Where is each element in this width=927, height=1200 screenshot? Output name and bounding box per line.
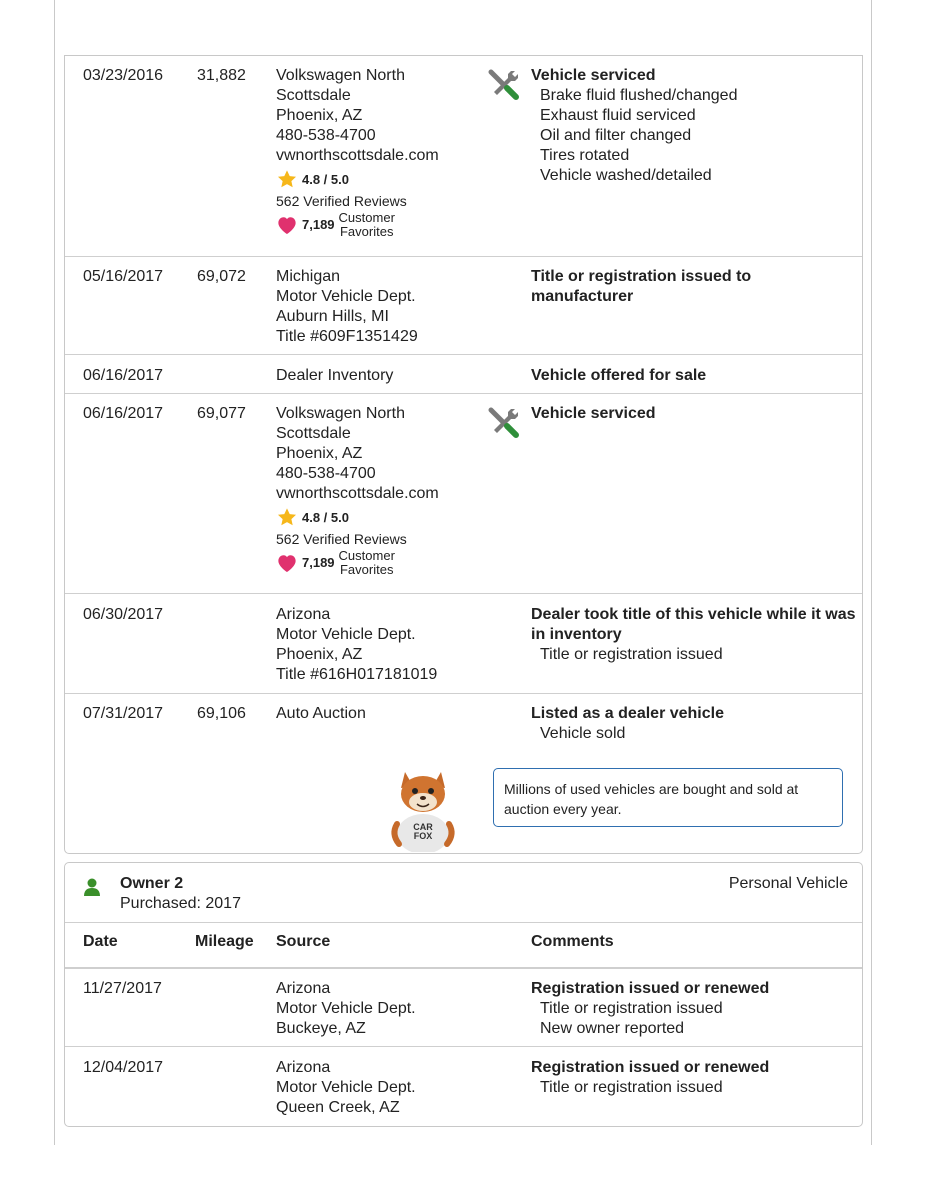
page-frame-left	[54, 0, 55, 1145]
record-source	[276, 979, 486, 1039]
record-comments	[531, 267, 861, 307]
auction-info-callout	[493, 768, 843, 827]
record-mileage: 69,106	[197, 705, 246, 722]
record-comments	[531, 1058, 861, 1098]
record-date: 07/31/2017	[83, 705, 164, 722]
source-line: Phoenix, AZ	[276, 646, 363, 663]
record-source	[276, 605, 486, 685]
record-comments	[531, 66, 861, 186]
record-source	[276, 66, 486, 239]
comment-title: Registration issued or renewed	[531, 1059, 770, 1076]
favorites-label-line: Customer	[338, 548, 395, 563]
comment-title: Dealer took title of this vehicle while it was in inventory	[531, 606, 856, 643]
source-line: Volkswagen North	[276, 67, 405, 84]
source-line: Michigan	[276, 268, 341, 285]
column-header-comments: Comments	[531, 933, 614, 950]
favorites-label	[339, 211, 395, 239]
source-line: Title #616H017181019	[276, 666, 438, 683]
owner2-history-card	[64, 862, 863, 1127]
source-line: Motor Vehicle Dept.	[276, 1079, 416, 1096]
record-comments	[531, 979, 861, 1039]
row-divider	[65, 693, 862, 694]
comment-detail: Brake fluid flushed/changed	[540, 87, 738, 104]
record-mileage: 69,077	[197, 405, 246, 422]
record-source	[276, 267, 486, 347]
star-icon	[276, 169, 298, 190]
record-date: 03/23/2016	[83, 67, 164, 84]
owner-vehicle-type: Personal Vehicle	[728, 875, 848, 892]
page-frame-right	[871, 0, 872, 1145]
comment-title: Vehicle offered for sale	[531, 367, 707, 384]
source-line: Dealer Inventory	[276, 367, 394, 384]
record-mileage: 31,882	[197, 67, 246, 84]
verified-reviews-link[interactable]: 562 Verified Reviews	[276, 531, 407, 547]
record-source	[276, 1058, 486, 1118]
comment-title: Vehicle serviced	[531, 405, 656, 422]
verified-reviews-link[interactable]: 562 Verified Reviews	[276, 193, 407, 209]
source-line: Phoenix, AZ	[276, 107, 363, 124]
source-line: Motor Vehicle Dept.	[276, 288, 416, 305]
comment-detail: New owner reported	[540, 1020, 685, 1037]
record-source	[276, 404, 486, 577]
record-date: 11/27/2017	[83, 980, 162, 997]
dealer-rating	[276, 169, 486, 239]
header-divider	[65, 922, 862, 923]
mascot-shirt-text: FOX	[413, 831, 433, 841]
source-website-link[interactable]: vwnorthscottsdale.com	[276, 485, 439, 502]
owner1-history-card	[64, 55, 863, 854]
comment-detail: Vehicle sold	[540, 725, 626, 742]
record-date: 06/16/2017	[83, 405, 164, 422]
source-phone[interactable]: 480-538-4700	[276, 465, 376, 482]
record-comments	[531, 404, 861, 424]
row-divider	[65, 256, 862, 257]
source-line: Queen Creek, AZ	[276, 1099, 400, 1116]
source-line: Arizona	[276, 980, 331, 997]
comment-detail: Exhaust fluid serviced	[540, 107, 696, 124]
source-line: Auburn Hills, MI	[276, 308, 389, 325]
column-header-date: Date	[83, 933, 118, 950]
record-date: 12/04/2017	[83, 1059, 164, 1076]
record-comments	[531, 605, 861, 665]
comment-detail: Title or registration issued	[540, 646, 723, 663]
comment-title: Listed as a dealer vehicle	[531, 705, 724, 722]
comment-detail: Vehicle washed/detailed	[540, 167, 712, 184]
record-comments	[531, 704, 861, 744]
record-source	[276, 366, 486, 386]
heart-icon	[276, 553, 298, 573]
source-line: Motor Vehicle Dept.	[276, 626, 416, 643]
comment-title: Vehicle serviced	[531, 67, 656, 84]
source-line: Auto Auction	[276, 705, 366, 722]
comment-detail: Title or registration issued	[540, 1079, 723, 1096]
favorites-label-line: Favorites	[339, 562, 394, 577]
column-header-source: Source	[276, 933, 331, 950]
row-divider	[65, 354, 862, 355]
record-date: 06/16/2017	[83, 367, 164, 384]
rating-score: 4.8 / 5.0	[302, 509, 349, 525]
favorites-count: 7,189	[302, 217, 335, 232]
wrench-screwdriver-icon	[485, 66, 521, 102]
record-date: 06/30/2017	[83, 606, 164, 623]
comment-title: Title or registration issued to manufacturer	[531, 268, 752, 305]
record-source	[276, 704, 486, 724]
row-divider	[65, 393, 862, 394]
owner-label: Owner 2	[120, 875, 184, 892]
source-line: Scottsdale	[276, 87, 351, 104]
source-line: Scottsdale	[276, 425, 351, 442]
column-header-mileage: Mileage	[195, 933, 254, 950]
comment-detail: Tires rotated	[540, 147, 630, 164]
source-line: Volkswagen North	[276, 405, 405, 422]
record-comments	[531, 366, 861, 386]
star-icon	[276, 507, 298, 528]
comment-detail: Title or registration issued	[540, 1000, 723, 1017]
favorites-label-line: Favorites	[339, 224, 394, 239]
header-divider	[65, 967, 862, 969]
source-line: Title #609F1351429	[276, 328, 418, 345]
mascot-shirt-text: CAR	[413, 822, 433, 832]
source-line: Phoenix, AZ	[276, 445, 363, 462]
carfox-mascot-icon	[383, 764, 463, 852]
row-divider	[65, 1046, 862, 1047]
source-website-link[interactable]: vwnorthscottsdale.com	[276, 147, 439, 164]
row-divider	[65, 593, 862, 594]
favorites-count: 7,189	[302, 555, 335, 570]
favorites-label-line: Customer	[338, 210, 395, 225]
heart-icon	[276, 215, 298, 235]
source-phone[interactable]: 480-538-4700	[276, 127, 376, 144]
comment-title: Registration issued or renewed	[531, 980, 770, 997]
rating-score: 4.8 / 5.0	[302, 171, 349, 187]
wrench-screwdriver-icon	[485, 404, 521, 440]
owner-person-icon	[83, 877, 101, 897]
record-date: 05/16/2017	[83, 268, 164, 285]
source-line: Motor Vehicle Dept.	[276, 1000, 416, 1017]
favorites-label	[339, 549, 395, 577]
source-line: Arizona	[276, 606, 331, 623]
callout-text: Millions of used vehicles are bought and sold at auction every year.	[504, 781, 799, 817]
comment-detail: Oil and filter changed	[540, 127, 692, 144]
record-mileage: 69,072	[197, 268, 246, 285]
dealer-rating	[276, 507, 486, 577]
source-line: Buckeye, AZ	[276, 1020, 366, 1037]
source-line: Arizona	[276, 1059, 331, 1076]
owner-purchased: Purchased: 2017	[120, 895, 241, 912]
